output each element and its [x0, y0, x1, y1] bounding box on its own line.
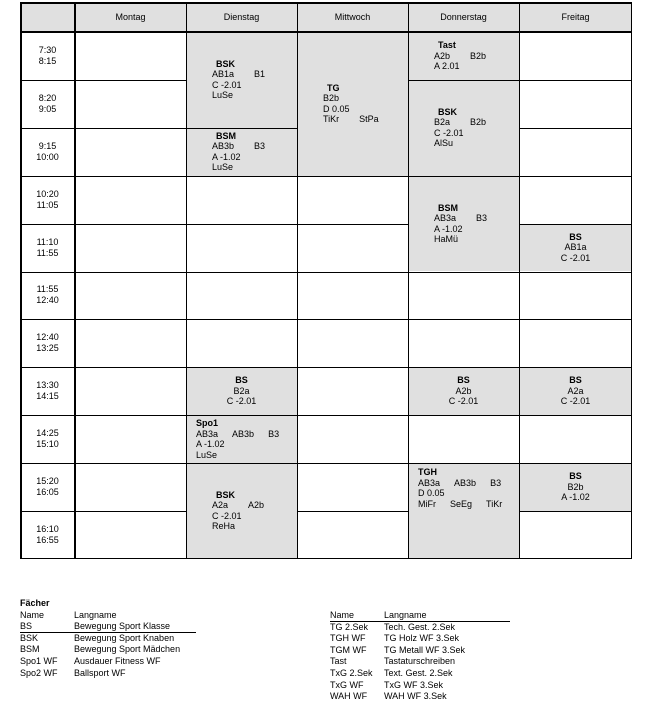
lesson-text: HaMü — [434, 234, 459, 245]
time-start: 9:15 — [38, 140, 57, 151]
lesson-line — [323, 114, 408, 125]
legend-langname: Text. Gest. 2.Sek — [384, 667, 453, 678]
lesson-subject — [408, 375, 519, 386]
lesson-content — [408, 107, 519, 149]
legend-langname: WAH WF 3.Sek — [384, 691, 447, 702]
lesson-subject — [212, 490, 297, 501]
lesson-line — [434, 234, 519, 245]
grid-line — [408, 319, 519, 320]
grid-line — [297, 511, 408, 512]
lesson-text: MiFr — [418, 498, 436, 509]
time-start: 10:20 — [36, 188, 59, 199]
grid-line — [75, 463, 186, 464]
legend-right-header — [330, 610, 570, 622]
legend-row — [20, 668, 260, 680]
lesson-text: AlSu — [434, 138, 454, 149]
lesson-content — [519, 232, 632, 264]
grid-line — [75, 367, 186, 368]
lesson-text: B3 — [476, 213, 488, 224]
lesson-line — [212, 500, 297, 511]
lesson-text: StPa — [359, 114, 379, 125]
lesson-text: Tast — [438, 40, 456, 51]
grid-line — [519, 224, 632, 225]
lesson-line — [519, 396, 632, 407]
lesson-text: BSK — [438, 106, 458, 117]
grid-line — [519, 128, 632, 129]
grid-line — [20, 176, 75, 177]
lesson-text: B3 — [268, 428, 280, 439]
lesson-line — [408, 386, 519, 397]
lesson-line — [196, 439, 297, 450]
lesson-text: D 0.05 — [418, 488, 445, 499]
day-header-donnerstag: Donnerstag — [408, 2, 519, 32]
timetable-grid — [20, 2, 632, 559]
time-start: 8:20 — [38, 92, 57, 103]
grid-line — [75, 319, 186, 320]
lesson-text: AB3b — [212, 141, 235, 152]
lesson-subject — [196, 418, 297, 429]
lesson-subject — [212, 131, 297, 142]
legend-row — [330, 622, 570, 634]
legend-row — [20, 633, 260, 645]
lesson-text: A -1.02 — [561, 492, 590, 503]
time-slot — [20, 511, 75, 559]
lesson-line — [434, 128, 519, 139]
legend-langname: Bewegung Sport Klasse — [74, 621, 171, 632]
time-end: 16:55 — [36, 534, 59, 545]
lesson-line — [418, 499, 519, 510]
lesson-block[interactable] — [408, 367, 519, 415]
lesson-text: AB1a — [564, 242, 587, 253]
lesson-content — [186, 490, 297, 532]
legend-left-underline — [20, 632, 196, 633]
lesson-text: B2b — [470, 117, 487, 128]
time-end: 12:40 — [36, 295, 59, 306]
lesson-line — [434, 213, 519, 224]
legend-name: Tast — [330, 656, 347, 667]
legend-row — [330, 691, 570, 703]
lesson-block[interactable] — [186, 128, 297, 176]
legend-row — [330, 680, 570, 692]
grid-border — [631, 2, 633, 559]
day-header-freitag: Freitag — [519, 2, 632, 32]
legend-left-header-langname: Langname — [74, 609, 117, 620]
grid-line — [20, 224, 75, 225]
time-slot — [20, 80, 75, 128]
lesson-subject — [418, 467, 519, 478]
time-slot — [20, 176, 75, 224]
lesson-text: AB3b — [232, 428, 255, 439]
legend-langname: TG Metall WF 3.Sek — [384, 644, 466, 655]
legend-name: Spo1 WF — [20, 655, 58, 666]
time-end: 14:15 — [36, 391, 59, 402]
time-end: 16:05 — [36, 487, 59, 498]
lesson-text: B3 — [490, 477, 502, 488]
lesson-text: C -2.01 — [448, 396, 479, 407]
legend-row — [20, 656, 260, 668]
lesson-block[interactable] — [408, 176, 519, 272]
lesson-text: C -2.01 — [560, 396, 591, 407]
lesson-block[interactable] — [186, 463, 297, 559]
time-slot — [20, 319, 75, 367]
lesson-content — [186, 375, 297, 407]
legend-name: TxG 2.Sek — [330, 667, 373, 678]
legend-row — [330, 633, 570, 645]
lesson-text: C -2.01 — [212, 510, 242, 521]
lesson-text: C -2.01 — [434, 127, 464, 138]
lesson-text: A -1.02 — [212, 151, 241, 162]
lesson-line — [212, 69, 297, 80]
lesson-block[interactable] — [186, 32, 297, 128]
grid-line — [408, 2, 409, 559]
lesson-text: AB3a — [434, 213, 457, 224]
grid-line — [20, 319, 75, 320]
legend-subjects-right — [330, 610, 570, 703]
grid-line — [75, 224, 186, 225]
lesson-text: B2a — [233, 385, 250, 396]
grid-line — [408, 463, 519, 464]
legend-langname: Tech. Gest. 2.Sek — [384, 621, 456, 632]
lesson-text: B1 — [254, 69, 266, 80]
grid-line — [20, 511, 75, 512]
lesson-line — [434, 61, 519, 72]
lesson-text: LuSe — [212, 162, 234, 173]
legend-right-header-name: Name — [330, 610, 355, 620]
grid-line — [519, 272, 632, 273]
lesson-block[interactable] — [519, 463, 632, 511]
grid-line — [186, 463, 297, 464]
lesson-line — [186, 386, 297, 397]
lesson-text: A 2.01 — [434, 61, 460, 72]
grid-line — [519, 463, 632, 464]
lesson-line — [323, 93, 408, 104]
lesson-line — [212, 521, 297, 532]
grid-line — [74, 2, 76, 559]
lesson-text: TiKr — [486, 498, 503, 509]
lesson-text: TG — [327, 82, 340, 93]
legend-langname: Ausdauer Fitness WF — [74, 655, 161, 666]
day-header-montag: Montag — [75, 2, 186, 32]
grid-line — [186, 272, 297, 273]
lesson-block[interactable] — [297, 32, 408, 176]
lesson-content — [186, 418, 297, 460]
grid-line — [519, 2, 520, 559]
lesson-text: A -1.02 — [434, 223, 463, 234]
lesson-text: BS — [457, 375, 470, 386]
day-header-dienstag: Dienstag — [186, 2, 297, 32]
grid-line — [20, 367, 75, 368]
time-end: 15:10 — [36, 439, 59, 450]
grid-line — [297, 224, 408, 225]
time-slot — [20, 224, 75, 272]
grid-line — [75, 272, 186, 273]
grid-line — [75, 128, 186, 129]
lesson-text: BS — [235, 375, 248, 386]
grid-line — [408, 415, 519, 416]
lesson-text: LuSe — [212, 90, 234, 101]
lesson-line — [434, 138, 519, 149]
legend-right-header-langname: Langname — [384, 610, 427, 620]
grid-line — [519, 511, 632, 512]
lesson-content — [186, 59, 297, 101]
time-end: 10:00 — [36, 151, 59, 162]
lesson-line — [519, 386, 632, 397]
legend-name: BSK — [20, 632, 39, 643]
lesson-text: A -1.02 — [196, 439, 225, 450]
time-start: 12:40 — [36, 332, 59, 343]
lesson-line — [212, 90, 297, 101]
lesson-text: TiKr — [323, 114, 340, 125]
lesson-line — [212, 80, 297, 91]
lesson-line — [519, 492, 632, 503]
lesson-block[interactable] — [408, 463, 519, 559]
lesson-subject — [519, 375, 632, 386]
legend-langname: Ballsport WF — [74, 667, 126, 678]
lesson-text: C -2.01 — [560, 252, 591, 263]
grid-line — [20, 128, 75, 129]
lesson-text: Spo1 — [196, 418, 219, 429]
lesson-text: AB3a — [418, 477, 441, 488]
legend-name: BSM — [20, 644, 40, 655]
lesson-text: SeEg — [450, 498, 473, 509]
time-start: 11:10 — [36, 236, 59, 247]
grid-line — [186, 176, 297, 177]
lesson-line — [434, 224, 519, 235]
lesson-block[interactable] — [186, 367, 297, 415]
lesson-line — [212, 141, 297, 152]
lesson-content — [519, 375, 632, 407]
grid-line — [186, 128, 297, 129]
lesson-subject — [434, 40, 519, 51]
grid-line — [297, 272, 408, 273]
lesson-text: LuSe — [196, 449, 218, 460]
lesson-text: BSK — [216, 58, 236, 69]
lesson-line — [519, 482, 632, 493]
legend-name: TGH WF — [330, 633, 366, 644]
lesson-block[interactable] — [408, 32, 519, 80]
lesson-line — [186, 396, 297, 407]
lesson-line — [519, 242, 632, 253]
grid-line — [75, 80, 186, 81]
lesson-subject — [434, 203, 519, 214]
lesson-subject — [519, 471, 632, 482]
legend-langname: TG Holz WF 3.Sek — [384, 633, 460, 644]
lesson-text: BSM — [216, 130, 236, 141]
grid-line — [20, 463, 75, 464]
lesson-text: AB3b — [454, 477, 477, 488]
lesson-text: TGH — [418, 467, 437, 478]
time-start: 7:30 — [38, 44, 57, 55]
header-corner — [20, 2, 75, 32]
lesson-text: BSM — [438, 202, 458, 213]
time-slot — [20, 272, 75, 320]
grid-line — [186, 415, 297, 416]
lesson-line — [418, 488, 519, 499]
lesson-content — [297, 83, 408, 125]
legend-row — [330, 656, 570, 668]
lesson-text: BS — [569, 375, 582, 386]
time-start: 16:10 — [36, 523, 59, 534]
grid-line — [519, 415, 632, 416]
lesson-text: B2a — [434, 117, 451, 128]
time-end: 8:15 — [38, 55, 57, 66]
grid-line — [186, 224, 297, 225]
lesson-content — [408, 375, 519, 407]
lesson-block[interactable] — [186, 415, 297, 463]
lesson-subject — [212, 59, 297, 70]
legend-row — [330, 668, 570, 680]
grid-line — [297, 367, 408, 368]
legend-name: TG 2.Sek — [330, 621, 369, 632]
grid-line — [408, 272, 519, 273]
grid-line — [408, 367, 519, 368]
legend-row — [330, 645, 570, 657]
lesson-subject — [186, 375, 297, 386]
time-start: 15:20 — [36, 476, 59, 487]
lesson-block[interactable] — [408, 80, 519, 176]
lesson-content — [519, 471, 632, 503]
lesson-text: D 0.05 — [323, 103, 350, 114]
grid-line — [519, 80, 632, 81]
legend-left-header-name: Name — [20, 609, 45, 620]
lesson-text: B2b — [470, 50, 487, 61]
legend-langname: Bewegung Sport Mädchen — [74, 644, 181, 655]
lesson-text: A2a — [212, 500, 229, 511]
lesson-line — [212, 162, 297, 173]
lesson-text: AB1a — [212, 69, 235, 80]
grid-line — [20, 415, 75, 416]
lesson-line — [212, 152, 297, 163]
grid-line — [186, 2, 187, 559]
grid-border — [20, 2, 22, 559]
lesson-line — [519, 253, 632, 264]
lesson-text: BSK — [216, 489, 236, 500]
lesson-line — [418, 478, 519, 489]
time-start: 14:25 — [36, 428, 59, 439]
lesson-text: A2a — [567, 385, 584, 396]
legend-title: Fächer — [20, 598, 50, 608]
time-slot — [20, 367, 75, 415]
lesson-text: B3 — [254, 141, 266, 152]
legend-langname: TxG WF 3.Sek — [384, 679, 444, 690]
time-start: 11:55 — [36, 284, 59, 295]
lesson-text: B2b — [323, 93, 340, 104]
grid-line — [408, 80, 519, 81]
lesson-text: ReHa — [212, 521, 236, 532]
time-slot — [20, 463, 75, 511]
lesson-content — [408, 40, 519, 72]
legend-right-underline — [330, 621, 510, 622]
grid-line — [297, 176, 408, 177]
grid-line — [408, 176, 519, 177]
legend-name: TxG WF — [330, 679, 364, 690]
lesson-text: C -2.01 — [226, 396, 257, 407]
legend-langname: Bewegung Sport Knaben — [74, 632, 175, 643]
time-slot — [20, 415, 75, 463]
time-slot — [20, 32, 75, 80]
lesson-text: AB3a — [196, 428, 219, 439]
grid-line — [297, 463, 408, 464]
grid-line — [186, 319, 297, 320]
lesson-subject — [434, 107, 519, 118]
time-end: 9:05 — [38, 103, 57, 114]
lesson-content — [408, 467, 519, 509]
lesson-text: A2b — [455, 385, 472, 396]
grid-line — [297, 319, 408, 320]
grid-border — [20, 2, 632, 4]
grid-line — [519, 319, 632, 320]
time-slot — [20, 128, 75, 176]
legend-name: WAH WF — [330, 691, 368, 702]
lesson-line — [323, 104, 408, 115]
legend-langname: Tastaturschreiben — [384, 656, 456, 667]
lesson-line — [434, 51, 519, 62]
lesson-content — [408, 203, 519, 245]
grid-line — [20, 272, 75, 273]
time-start: 13:30 — [36, 380, 59, 391]
time-end: 11:55 — [36, 247, 59, 258]
lesson-line — [434, 117, 519, 128]
legend-name: TGM WF — [330, 644, 367, 655]
lesson-text: B2b — [567, 481, 584, 492]
legend-row — [20, 644, 260, 656]
grid-line — [186, 367, 297, 368]
lesson-block[interactable] — [519, 224, 632, 272]
lesson-content — [186, 131, 297, 173]
day-header-mittwoch: Mittwoch — [297, 2, 408, 32]
grid-line — [20, 80, 75, 81]
legend-left-header — [20, 610, 260, 622]
grid-line — [519, 176, 632, 177]
grid-line — [20, 31, 632, 33]
lesson-text: A2b — [248, 500, 265, 511]
lesson-text: A2b — [434, 50, 451, 61]
grid-line — [519, 367, 632, 368]
lesson-text: C -2.01 — [212, 79, 242, 90]
grid-border — [20, 558, 632, 560]
grid-line — [297, 415, 408, 416]
grid-line — [75, 176, 186, 177]
lesson-block[interactable] — [519, 367, 632, 415]
legend-subjects-left — [20, 598, 260, 679]
lesson-subject — [519, 232, 632, 243]
time-end: 11:05 — [36, 199, 59, 210]
legend-name: Spo2 WF — [20, 667, 58, 678]
grid-line — [75, 415, 186, 416]
legend-name: BS — [20, 621, 33, 632]
grid-line — [75, 511, 186, 512]
lesson-line — [196, 450, 297, 461]
lesson-line — [212, 511, 297, 522]
lesson-line — [408, 396, 519, 407]
time-end: 13:25 — [36, 343, 59, 354]
lesson-subject — [323, 83, 408, 94]
lesson-line — [196, 429, 297, 440]
lesson-text: BS — [569, 231, 582, 242]
grid-line — [297, 2, 298, 559]
lesson-text: BS — [569, 471, 582, 482]
